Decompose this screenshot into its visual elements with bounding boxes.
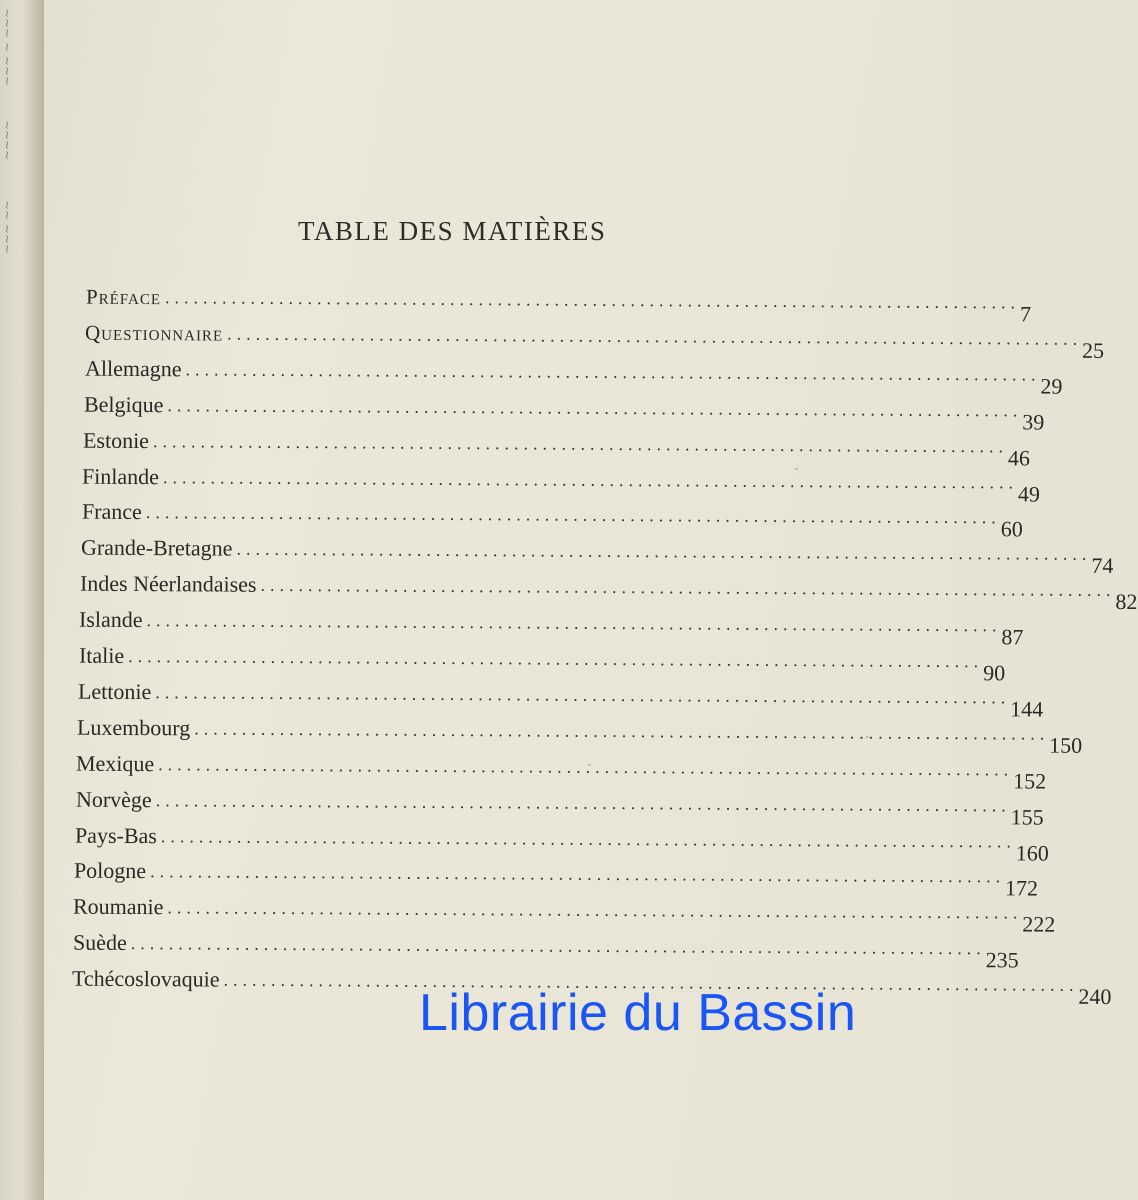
toc-entry-label: Allemagne	[84, 355, 182, 382]
dot-leader: ..........................................................................................	[160, 825, 1016, 851]
toc-entry-page-number: 60	[1000, 516, 1023, 542]
toc-entry-suede	[72, 926, 1019, 973]
toc-entry-label: Suède	[72, 929, 127, 956]
toc-entry-estonie	[82, 423, 1031, 471]
toc-entry-label: Pologne	[74, 858, 147, 884]
dot-leader: ..........................................................................................	[155, 789, 1011, 815]
toc-entry-page-number: 29	[1039, 373, 1063, 399]
dot-leader: ..........................................................................................	[184, 359, 1041, 385]
dot-leader: ..........................................................................................	[146, 610, 1002, 636]
toc-entry-page-number: 235	[985, 947, 1019, 973]
toc-entry-belgique	[83, 387, 1045, 435]
toc-entry-page-number: 82	[1115, 589, 1138, 615]
bleed-through-text: ~~ ~~~	[0, 200, 14, 255]
dot-leader: ..........................................................................................	[165, 287, 1021, 313]
toc-entry-label: Italie	[78, 642, 124, 668]
toc-entry-page-number: 152	[1013, 768, 1047, 794]
toc-entry-label: France	[81, 499, 142, 525]
toc-entry-preface	[85, 280, 1032, 327]
toc-entry-page-number: 160	[1015, 839, 1049, 866]
toc-entry-label: Lettonie	[77, 678, 152, 705]
toc-entry-label: Préface	[85, 284, 162, 310]
toc-entry-page-number: 25	[1082, 337, 1105, 363]
toc-entry-pologne	[74, 854, 1039, 901]
dot-leader: ..........................................................................................	[167, 394, 1023, 421]
toc-entry-page-number: 222	[1022, 911, 1056, 937]
toc-entry-finlande	[82, 459, 1041, 507]
dot-leader: ..........................................................................................	[127, 645, 983, 672]
toc-entry-page-number: 172	[1005, 875, 1039, 901]
toc-entry-roumanie	[73, 890, 1056, 937]
toc-entry-questionnaire	[85, 316, 1105, 363]
toc-entry-page-number: 7	[1019, 301, 1032, 327]
toc-entry-france	[81, 495, 1023, 542]
bleed-through-text: ~~~~	[0, 120, 14, 161]
dot-leader: ..........................................................................................	[150, 861, 1006, 887]
toc-entry-label: Estonie	[82, 427, 150, 453]
toc-entry-label: Finlande	[82, 463, 160, 489]
toc-entry-label: Indes Néerlandaises	[80, 570, 257, 597]
dot-leader: ..........................................................................................	[223, 969, 1079, 995]
toc-entry-label: Tchécoslovaquie	[71, 965, 220, 992]
toc-entry-page-number: 155	[1010, 803, 1044, 830]
toc-entry-label: Norvège	[75, 786, 152, 812]
toc-entry-islande	[79, 603, 1024, 650]
toc-entry-allemagne	[84, 351, 1063, 399]
toc-entry-label: Grande-Bretagne	[80, 534, 233, 561]
watermark-text: Librairie du Bassin	[419, 984, 857, 1042]
dot-leader: ..........................................................................................	[260, 574, 1116, 601]
toc-entry-label: Mexique	[76, 750, 155, 776]
toc-entry-page-number: 87	[1001, 624, 1024, 650]
dot-leader: ..........................................................................................	[227, 323, 1083, 349]
dot-leader: ..........................................................................................	[194, 718, 1050, 744]
toc-entry-page-number: 90	[982, 660, 1005, 686]
toc-entry-lettonie	[77, 675, 1044, 722]
toc-entry-page-number: 240	[1078, 983, 1112, 1010]
toc-entry-page-number: 49	[1018, 480, 1041, 507]
toc-entry-page-number: 74	[1091, 553, 1114, 579]
toc-entry-indes-neerlandaises	[80, 567, 1138, 615]
dot-leader: ..........................................................................................	[163, 466, 1019, 492]
toc-title: TABLE DES MATIÈRES	[298, 216, 607, 246]
toc-entry-page-number: 39	[1022, 409, 1045, 435]
dot-leader: ..........................................................................................	[152, 430, 1009, 456]
toc-entry-mexique	[76, 746, 1047, 794]
toc-entry-luxembourg	[77, 710, 1083, 758]
dot-leader: ..........................................................................................	[145, 502, 1001, 528]
dot-leader: ..........................................................................................	[155, 682, 1011, 708]
toc-entry-label: Pays-Bas	[74, 822, 157, 848]
toc-entry-label: Islande	[79, 606, 143, 633]
toc-entry-label: Belgique	[83, 391, 164, 417]
toc-entry-label: Roumanie	[73, 893, 164, 920]
toc-entry-label: Luxembourg	[77, 714, 191, 741]
toc-entry-page-number: 144	[1010, 696, 1044, 722]
dot-leader: ..........................................................................................	[130, 933, 986, 959]
toc-entry-italie	[78, 639, 1005, 686]
dot-leader: ..........................................................................................	[236, 538, 1092, 565]
toc-entry-pays-bas	[74, 818, 1049, 866]
toc-entry-label: Questionnaire	[85, 320, 224, 346]
dot-leader: ..........................................................................................	[158, 753, 1014, 780]
bleed-through-text: ~~~ ~ ~~~	[0, 8, 14, 87]
dot-leader: ..........................................................................................	[167, 897, 1023, 923]
toc-entry-norvege	[75, 782, 1044, 830]
toc-entry-page-number: 46	[1007, 444, 1031, 471]
toc-entry-page-number: 150	[1049, 732, 1083, 758]
toc-entry-grande-bretagne	[80, 531, 1114, 579]
